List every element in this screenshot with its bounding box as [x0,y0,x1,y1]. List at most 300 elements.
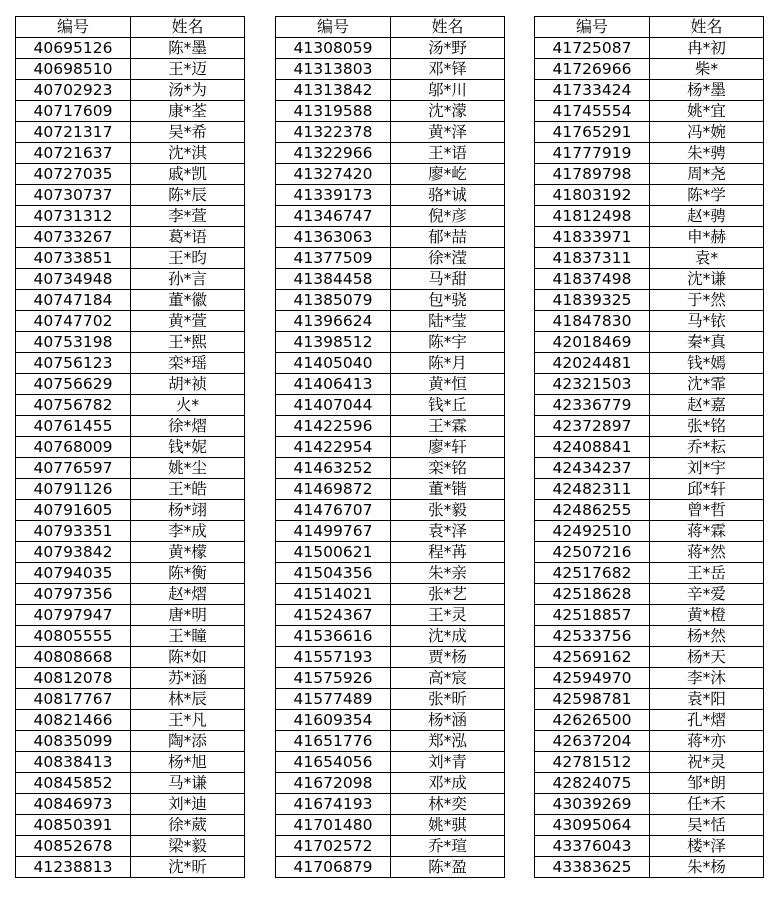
id-cell: 40812078 [16,668,131,689]
id-cell: 40756629 [16,374,131,395]
table-row [276,731,505,752]
id-cell: 40721637 [16,143,131,164]
table-row [535,437,764,458]
table-row [276,248,505,269]
table-row [16,563,245,584]
id-cell: 41672098 [276,773,391,794]
table-row [535,815,764,836]
name-cell: 李*成 [131,521,245,542]
id-cell: 41377509 [276,248,391,269]
id-cell: 41654056 [276,752,391,773]
name-cell: 董*徽 [131,290,245,311]
id-cell: 40733267 [16,227,131,248]
table-row [16,584,245,605]
table-row [16,311,245,332]
name-cell: 郁*喆 [391,227,505,248]
table-row [535,458,764,479]
id-cell: 42482311 [535,479,650,500]
table-row [16,626,245,647]
name-cell: 朱*骋 [650,143,764,164]
table-row [276,521,505,542]
table-row [276,332,505,353]
table-row [16,101,245,122]
table-row [16,374,245,395]
name-cell: 祝*灵 [650,752,764,773]
id-cell: 41313842 [276,80,391,101]
table-row [535,857,764,878]
name-cell: 姚*骐 [391,815,505,836]
id-cell: 41837498 [535,269,650,290]
table-row [276,80,505,101]
name-cell: 姚*宜 [650,101,764,122]
name-cell: 沈*濛 [391,101,505,122]
name-cell: 秦*真 [650,332,764,353]
id-cell: 41524367 [276,605,391,626]
name-cell: 林*辰 [131,689,245,710]
table-row [535,647,764,668]
table-row [276,38,505,59]
name-cell: 孔*熠 [650,710,764,731]
id-cell: 42492510 [535,521,650,542]
id-cell: 42824075 [535,773,650,794]
name-cell: 陈*如 [131,647,245,668]
name-cell: 王*语 [391,143,505,164]
table-row [535,668,764,689]
table-row [276,311,505,332]
id-cell: 42321503 [535,374,650,395]
name-cell: 陈*月 [391,353,505,374]
name-cell: 倪*彦 [391,206,505,227]
table-row [16,836,245,857]
name-cell: 孙*言 [131,269,245,290]
table-row [535,794,764,815]
table-row [276,584,505,605]
name-cell: 王*灵 [391,605,505,626]
table-row [276,416,505,437]
name-cell: 徐*滢 [391,248,505,269]
name-cell: 周*尧 [650,164,764,185]
table-row [276,836,505,857]
table-row [276,668,505,689]
name-cell: 黄*橙 [650,605,764,626]
id-cell: 43095064 [535,815,650,836]
table-row [16,395,245,416]
id-cell: 41422954 [276,437,391,458]
name-cell: 徐*葳 [131,815,245,836]
id-cell: 42626500 [535,710,650,731]
table-row [535,752,764,773]
id-cell: 40747184 [16,290,131,311]
name-cell: 任*禾 [650,794,764,815]
name-cell: 葛*语 [131,227,245,248]
table-row [535,353,764,374]
table-row [535,164,764,185]
id-cell: 40817767 [16,689,131,710]
id-cell: 42594970 [535,668,650,689]
id-cell: 42408841 [535,437,650,458]
table-row [276,185,505,206]
id-cell: 43376043 [535,836,650,857]
roster-table-1 [15,16,245,878]
name-cell: 王*熙 [131,332,245,353]
name-cell: 沈*霏 [650,374,764,395]
table-row [535,101,764,122]
name-cell: 吴*希 [131,122,245,143]
name-cell: 火* [131,395,245,416]
id-cell: 42372897 [535,416,650,437]
name-cell: 乔*瑄 [391,836,505,857]
id-cell: 41327420 [276,164,391,185]
name-column-header: 姓名 [391,17,505,38]
table-row [276,773,505,794]
name-cell: 杨*旭 [131,752,245,773]
table-row [16,437,245,458]
id-cell: 40695126 [16,38,131,59]
id-cell: 41789798 [535,164,650,185]
table-row [276,290,505,311]
table-row [535,710,764,731]
id-cell: 40733851 [16,248,131,269]
id-cell: 40761455 [16,416,131,437]
name-cell: 乔*耘 [650,437,764,458]
id-cell: 43039269 [535,794,650,815]
id-cell: 40756782 [16,395,131,416]
name-cell: 邱*轩 [650,479,764,500]
table-row [16,185,245,206]
table-row [535,542,764,563]
table-row [16,38,245,59]
name-cell: 陆*莹 [391,311,505,332]
table-row [535,374,764,395]
name-cell: 王*瞳 [131,626,245,647]
id-cell: 40702923 [16,80,131,101]
table-row [535,227,764,248]
name-cell: 廖*轩 [391,437,505,458]
name-cell: 林*奕 [391,794,505,815]
table-row [276,122,505,143]
name-cell: 陈*墨 [131,38,245,59]
table-row [16,80,245,101]
table-row [276,206,505,227]
name-cell: 程*苒 [391,542,505,563]
id-cell: 40753198 [16,332,131,353]
id-cell: 41745554 [535,101,650,122]
name-cell: 邓*铎 [391,59,505,80]
id-cell: 42569162 [535,647,650,668]
name-cell: 刘*宇 [650,458,764,479]
table-row [16,164,245,185]
table-row [535,479,764,500]
name-cell: 张*毅 [391,500,505,521]
table-row [276,626,505,647]
name-cell: 沈*昕 [131,857,245,878]
name-cell: 李*沐 [650,668,764,689]
table-row [276,164,505,185]
table-row [535,689,764,710]
name-column-header: 姓名 [650,17,764,38]
table-row [16,416,245,437]
name-cell: 陈*辰 [131,185,245,206]
table-row [16,479,245,500]
id-cell: 41339173 [276,185,391,206]
name-cell: 朱*亲 [391,563,505,584]
name-cell: 张*铭 [650,416,764,437]
name-cell: 栾*瑶 [131,353,245,374]
table-row [16,668,245,689]
table-row [16,353,245,374]
id-cell: 41651776 [276,731,391,752]
id-cell: 40698510 [16,59,131,80]
name-cell: 高*宸 [391,668,505,689]
name-column-header: 姓名 [131,17,245,38]
id-cell: 41674193 [276,794,391,815]
table-row [16,542,245,563]
name-cell: 邬*川 [391,80,505,101]
table-row [276,101,505,122]
table-row [16,794,245,815]
id-cell: 41319588 [276,101,391,122]
table-row [535,59,764,80]
id-cell: 40808668 [16,647,131,668]
id-cell: 41536616 [276,626,391,647]
table-row [535,773,764,794]
id-cell: 41499767 [276,521,391,542]
name-cell: 钱*嫣 [650,353,764,374]
name-cell: 王*岳 [650,563,764,584]
table-row [16,500,245,521]
id-cell: 41577489 [276,689,391,710]
name-cell: 杨*翊 [131,500,245,521]
id-cell: 40717609 [16,101,131,122]
id-cell: 42533756 [535,626,650,647]
table-row [535,38,764,59]
id-cell: 40776597 [16,458,131,479]
table-row [276,479,505,500]
name-cell: 徐*熠 [131,416,245,437]
id-cell: 41514021 [276,584,391,605]
table-row [16,122,245,143]
table-row [16,269,245,290]
id-cell: 40838413 [16,752,131,773]
table-row [535,584,764,605]
id-cell: 42336779 [535,395,650,416]
id-cell: 42781512 [535,752,650,773]
name-cell: 康*荃 [131,101,245,122]
name-cell: 刘*青 [391,752,505,773]
table-row [16,605,245,626]
id-cell: 41396624 [276,311,391,332]
name-cell: 邹*朗 [650,773,764,794]
id-cell: 41765291 [535,122,650,143]
name-cell: 袁*泽 [391,521,505,542]
id-cell: 42024481 [535,353,650,374]
name-cell: 陶*添 [131,731,245,752]
id-cell: 41476707 [276,500,391,521]
name-cell: 杨*墨 [650,80,764,101]
name-cell: 梁*毅 [131,836,245,857]
id-cell: 42598781 [535,689,650,710]
table-row [276,605,505,626]
id-cell: 41837311 [535,248,650,269]
table-row [276,227,505,248]
name-cell: 陈*盈 [391,857,505,878]
table-row [16,815,245,836]
id-cell: 40731312 [16,206,131,227]
id-cell: 40793842 [16,542,131,563]
id-cell: 42637204 [535,731,650,752]
id-cell: 42507216 [535,542,650,563]
table-row [16,248,245,269]
table-row [535,731,764,752]
table-row [535,122,764,143]
name-cell: 朱*杨 [650,857,764,878]
id-cell: 41833971 [535,227,650,248]
name-cell: 王*皓 [131,479,245,500]
id-cell: 40793351 [16,521,131,542]
id-cell: 42518628 [535,584,650,605]
id-cell: 41313803 [276,59,391,80]
name-cell: 包*骁 [391,290,505,311]
table-row [16,689,245,710]
name-cell: 王*霖 [391,416,505,437]
id-cell: 41847830 [535,311,650,332]
id-cell: 40845852 [16,773,131,794]
table-row [535,143,764,164]
table-row [16,521,245,542]
table-row [276,374,505,395]
name-cell: 廖*屹 [391,164,505,185]
name-cell: 黄*萱 [131,311,245,332]
id-cell: 40821466 [16,710,131,731]
table-row [16,206,245,227]
id-cell: 42486255 [535,500,650,521]
id-cell: 41406413 [276,374,391,395]
table-row [276,269,505,290]
table-row [535,605,764,626]
id-cell: 40846973 [16,794,131,815]
roster-table-3 [534,16,764,878]
name-cell: 楼*泽 [650,836,764,857]
name-cell: 沈*成 [391,626,505,647]
table-row [16,731,245,752]
id-cell: 40805555 [16,626,131,647]
name-cell: 袁*阳 [650,689,764,710]
name-cell: 冉*初 [650,38,764,59]
id-cell: 41463252 [276,458,391,479]
name-cell: 骆*诚 [391,185,505,206]
id-cell: 41346747 [276,206,391,227]
table-row [535,248,764,269]
id-cell: 41726966 [535,59,650,80]
table-row [276,752,505,773]
id-cell: 40797947 [16,605,131,626]
table-row [16,752,245,773]
name-cell: 黄*泽 [391,122,505,143]
id-cell: 40747702 [16,311,131,332]
id-cell: 41385079 [276,290,391,311]
table-row [276,710,505,731]
id-cell: 41405040 [276,353,391,374]
name-cell: 马*铱 [650,311,764,332]
id-cell: 43383625 [535,857,650,878]
name-cell: 汤*为 [131,80,245,101]
id-cell: 41803192 [535,185,650,206]
id-cell: 40768009 [16,437,131,458]
name-cell: 栾*铭 [391,458,505,479]
table-row [535,290,764,311]
id-cell: 41384458 [276,269,391,290]
name-cell: 陈*宇 [391,332,505,353]
id-cell: 42517682 [535,563,650,584]
id-cell: 41469872 [276,479,391,500]
name-cell: 黄*檬 [131,542,245,563]
id-cell: 41557193 [276,647,391,668]
name-cell: 杨*天 [650,647,764,668]
name-cell: 马*甜 [391,269,505,290]
table-row [276,542,505,563]
id-cell: 41504356 [276,563,391,584]
id-cell: 40734948 [16,269,131,290]
name-cell: 钱*妮 [131,437,245,458]
table-row [535,206,764,227]
table-row [16,857,245,878]
name-cell: 申*赫 [650,227,764,248]
id-cell: 42434237 [535,458,650,479]
name-cell: 董*锴 [391,479,505,500]
name-cell: 王*凡 [131,710,245,731]
name-cell: 苏*涵 [131,668,245,689]
name-cell: 于*然 [650,290,764,311]
table-row [276,143,505,164]
id-cell: 42018469 [535,332,650,353]
name-cell: 沈*谦 [650,269,764,290]
id-cell: 40797356 [16,584,131,605]
name-cell: 陈*衡 [131,563,245,584]
id-column-header: 编号 [16,17,131,38]
table-row [16,143,245,164]
name-cell: 刘*迪 [131,794,245,815]
id-cell: 41363063 [276,227,391,248]
id-cell: 41609354 [276,710,391,731]
name-cell: 姚*尘 [131,458,245,479]
name-cell: 邓*成 [391,773,505,794]
table-row [16,332,245,353]
table-row [535,185,764,206]
name-cell: 张*艺 [391,584,505,605]
table-row [535,269,764,290]
id-column-header: 编号 [276,17,391,38]
id-cell: 41422596 [276,416,391,437]
name-cell: 赵*骋 [650,206,764,227]
table-row [276,353,505,374]
table-row [535,836,764,857]
id-cell: 42518857 [535,605,650,626]
name-cell: 蒋*亦 [650,731,764,752]
name-cell: 辛*爱 [650,584,764,605]
name-cell: 赵*嘉 [650,395,764,416]
name-cell: 钱*丘 [391,395,505,416]
table-row [16,227,245,248]
table-row [276,815,505,836]
name-cell: 黄*恒 [391,374,505,395]
table-row [276,500,505,521]
name-cell: 袁* [650,248,764,269]
table-row [535,80,764,101]
name-cell: 胡*祯 [131,374,245,395]
id-cell: 40756123 [16,353,131,374]
id-cell: 40730737 [16,185,131,206]
name-cell: 李*萱 [131,206,245,227]
